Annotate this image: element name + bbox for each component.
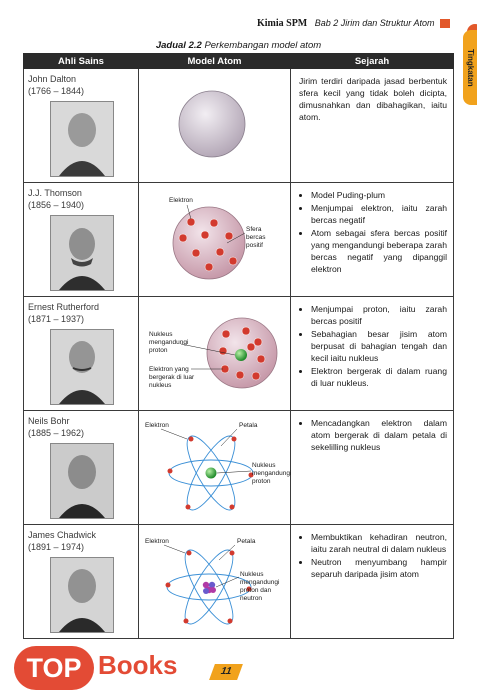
scientist-years: (1766 – 1844)	[28, 86, 85, 96]
scientist-cell	[24, 411, 139, 525]
col-header-history: Sejarah	[291, 54, 454, 69]
list-item: • Sebahagian besar jisim atom berpusat di bahagian tengah dan kecil iaitu nukleus	[311, 328, 447, 364]
model-label: Elektron	[145, 422, 169, 429]
scientist-years: (1891 – 1974)	[28, 542, 85, 552]
caption-label: Jadual 2.2	[155, 40, 202, 51]
model-label: Petala	[239, 422, 258, 429]
model-label: neutron	[240, 595, 263, 602]
scientist-cell	[24, 297, 139, 411]
list-item: • Menjumpai proton, iaitu zarah bercas positif	[311, 303, 447, 327]
history-cell	[291, 525, 454, 639]
watermark-books: Books	[98, 650, 178, 680]
chapter-title: Bab 2 Jirim dan Struktur Atom	[314, 18, 435, 28]
table-row	[24, 411, 454, 525]
scientist-portrait	[50, 557, 114, 633]
model-label: Elektron	[145, 538, 169, 545]
scientist-years: (1871 – 1937)	[28, 314, 85, 324]
model-label: mengandungi	[240, 579, 280, 586]
running-header	[0, 18, 450, 29]
scientist-cell	[24, 69, 139, 183]
table-row	[24, 183, 454, 297]
model-cell	[139, 183, 291, 297]
dalton-sphere-model	[139, 69, 291, 182]
list-item: • Model Puding-plum	[311, 189, 447, 201]
history-text: Jirim terdiri daripada jasad berbentuk sfera kecil yang tidak boleh dicipta, dimusnahkan dan dibahagikan, iaitu atom.	[299, 76, 447, 122]
list-item: • Membuktikan kehadiran neutron, iaitu zarah neutral di dalam nukleus	[311, 531, 447, 555]
scientist-portrait	[50, 443, 114, 519]
scientist-portrait	[50, 215, 114, 291]
page-number: 11	[209, 664, 243, 680]
model-label: mengandungi	[252, 470, 291, 477]
list-item: • Elektron bergerak di dalam ruang di luar nukleus.	[311, 365, 447, 389]
scientist-portrait	[50, 329, 114, 405]
col-header-scientist: Ahli Sains	[24, 54, 139, 69]
book-title: Kimia SPM	[256, 18, 308, 29]
model-label: Nukleus	[240, 571, 264, 578]
model-label: mengandungi	[149, 339, 189, 346]
model-label: Sfera	[246, 226, 262, 233]
history-cell	[291, 411, 454, 525]
scientist-years: (1885 – 1962)	[28, 428, 85, 438]
model-label: bergerak di luar	[149, 374, 195, 381]
model-cell	[139, 297, 291, 411]
model-label: proton	[149, 347, 168, 354]
scientist-years: (1856 – 1940)	[28, 200, 85, 210]
scientist-cell	[24, 525, 139, 639]
history-list	[299, 531, 447, 580]
watermark-top: TOP	[14, 646, 94, 690]
scientist-name: Ernest Rutherford	[28, 302, 100, 312]
history-list	[299, 417, 447, 453]
table-row	[24, 297, 454, 411]
model-label: Petala	[237, 538, 256, 545]
chadwick-neutron-model	[139, 525, 291, 638]
scientist-cell	[24, 183, 139, 297]
model-label: nukleus	[149, 382, 172, 389]
model-cell	[139, 411, 291, 525]
list-item: • Neutron menyumbang hampir separuh daripada jisim atom	[311, 556, 447, 580]
model-cell	[139, 69, 291, 183]
table-row	[24, 525, 454, 639]
list-item: • Menjumpai elektron, iaitu zarah bercas negatif	[311, 202, 447, 226]
rutherford-nuclear-model	[139, 297, 291, 410]
scientist-name: Neils Bohr	[28, 416, 70, 426]
scientist-name: James Chadwick	[28, 530, 97, 540]
model-label: bercas	[246, 234, 266, 241]
header-logo-icon	[440, 19, 450, 28]
scientist-name: J.J. Thomson	[28, 188, 82, 198]
model-label: Elektron yang	[149, 366, 189, 373]
model-label: proton dan	[240, 587, 272, 594]
side-tab: Tingkatan	[463, 30, 477, 105]
scientist-name: John Dalton	[28, 74, 77, 84]
topbooks-watermark	[0, 644, 215, 694]
model-cell	[139, 525, 291, 639]
bohr-shell-model	[139, 411, 291, 524]
history-list	[299, 303, 447, 389]
model-label: Nukleus	[252, 462, 276, 469]
model-label: proton	[252, 478, 271, 485]
model-label: Nukleus	[149, 331, 173, 338]
table-caption	[0, 40, 477, 51]
scientist-portrait	[50, 101, 114, 177]
caption-text: Perkembangan model atom	[204, 40, 322, 51]
list-item: • Atom sebagai sfera bercas positif yang mengandungi beberapa zarah bercas negatif yang dipanggil elektron	[311, 227, 447, 275]
thomson-plum-pudding-model	[139, 183, 291, 296]
col-header-model: Model Atom	[139, 54, 291, 69]
table-row	[24, 69, 454, 183]
history-cell	[291, 297, 454, 411]
history-cell	[291, 69, 454, 183]
atom-model-table	[23, 53, 454, 639]
history-list	[299, 189, 447, 275]
model-label: Elektron	[169, 197, 193, 204]
history-cell	[291, 183, 454, 297]
list-item: • Mencadangkan elektron dalam atom bergerak di dalam petala di sekelilling nukleus	[311, 417, 447, 453]
model-label: positif	[246, 242, 263, 249]
